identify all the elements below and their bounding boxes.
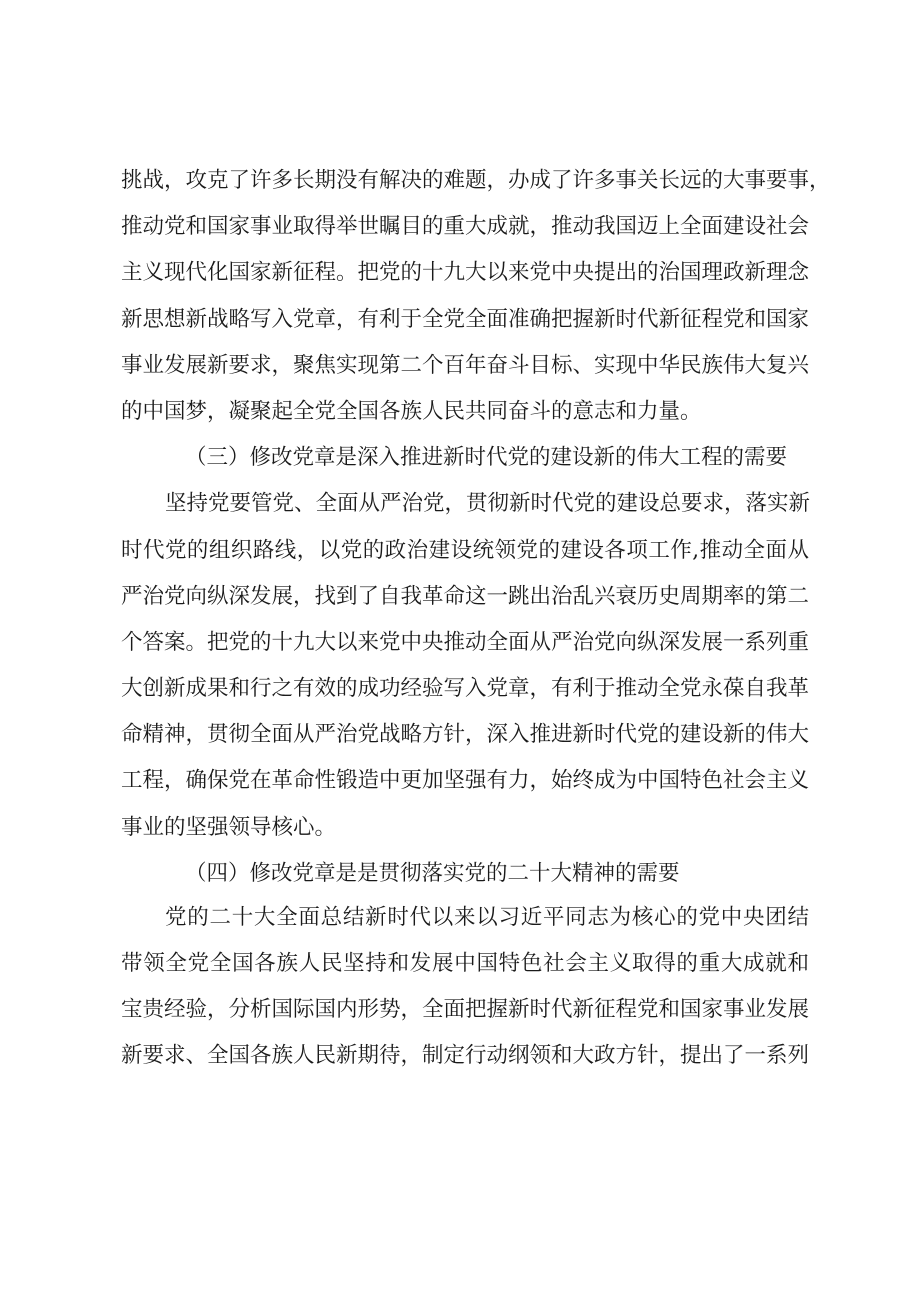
document-body: [121, 158, 831, 1080]
text-line: 大创新成果和行之有效的成功经验写入党章，有利于推动全党永葆自我革: [121, 676, 810, 702]
text-line: 命精神，贯彻全面从严治党战略方针，深入推进新时代党的建设新的伟大: [121, 722, 810, 748]
text-line: 推动党和国家事业取得举世瞩目的重大成就，推动我国迈上全面建设社会: [121, 214, 810, 240]
text-line: 的中国梦，凝聚起全党全国各族人民共同奋斗的意志和力量。: [121, 398, 702, 424]
paragraph-1: [121, 158, 831, 435]
text-line: 带领全党全国各族人民坚持和发展中国特色社会主义取得的重大成就和: [121, 951, 809, 976]
text-line: 宝贵经验，分析国际国内形势，全面把握新时代新征程党和国家事业发展: [121, 997, 810, 1023]
paragraph-2: [121, 481, 809, 851]
section-heading-4: （四）修改党章是是贯彻落实党的二十大精神的需要: [185, 860, 680, 886]
text-line: 党的二十大全面总结新时代以来以习近平同志为核心的党中央团结: [165, 904, 809, 930]
text-line: 新要求、全国各族人民新期待，制定行动纲领和大政方针，提出了一系列: [121, 1043, 810, 1069]
section-heading-3: （三）修改党章是深入推进新时代党的建设新的伟大工程的需要: [185, 445, 788, 471]
text-line: 事业发展新要求，聚焦实现第二个百年奋斗目标、实现中华民族伟大复兴: [121, 352, 810, 378]
paragraph-3: [121, 895, 809, 1080]
text-line: 主义现代化国家新征程。把党的十九大以来党中央提出的治国理政新理念: [121, 260, 810, 286]
text-line: 坚持党要管党、全面从严治党，贯彻新时代党的建设总要求，落实新: [165, 491, 811, 517]
text-line: 事业的坚强领导核心。: [121, 814, 337, 840]
text-line: 个答案。把党的十九大以来党中央推动全面从严治党向纵深发展一系列重: [121, 629, 810, 655]
text-line: 挑战，攻克了许多长期没有解决的难题，办成了许多事关长远的大事要事，: [121, 168, 831, 193]
text-line: 时代党的组织路线，以党的政治建设统领党的建设各项工作,推动全面从: [121, 537, 809, 563]
text-line: 严治党向纵深发展，找到了自我革命这一跳出治乱兴衰历史周期率的第二: [121, 583, 810, 609]
text-line: 新思想新战略写入党章，有利于全党全面准确把握新时代新征程党和国家: [121, 306, 810, 332]
text-line: 工程，确保党在革命性锻造中更加坚强有力，始终成为中国特色社会主义: [121, 768, 810, 794]
